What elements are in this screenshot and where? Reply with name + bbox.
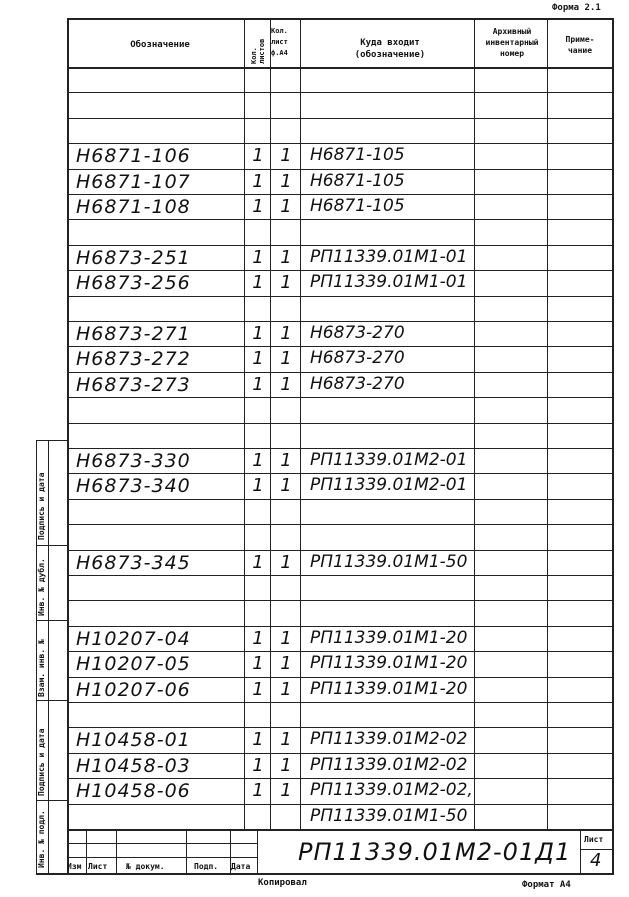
row-designation: Н10207-06	[76, 679, 191, 701]
tb-sep-2	[116, 829, 117, 873]
form-label: Форма 2.1	[552, 3, 601, 13]
row-sheets: 1	[252, 729, 264, 750]
row-sheets: 1	[252, 653, 264, 674]
row-designation: Н6873-345	[76, 552, 191, 574]
row-line	[67, 524, 614, 525]
frame-top	[67, 18, 614, 20]
row-sheets: 1	[252, 755, 264, 776]
side-label-inv-orig: Инв. № подл.	[37, 810, 46, 868]
row-sheets: 1	[252, 272, 264, 293]
row-line	[67, 448, 614, 449]
row-used-in: РП11339.01М1-20	[310, 653, 468, 673]
col-sep-2	[270, 18, 271, 830]
row-line	[67, 473, 614, 474]
row-used-in: РП11339.01М2-02,	[310, 780, 473, 800]
row-sheets: 1	[252, 323, 264, 344]
title-block-row-2	[67, 857, 257, 858]
row-a4: 1	[280, 450, 292, 471]
header-note: Приме- чание	[565, 35, 595, 55]
header-sheets-a4: Кол. лист ф.А4	[271, 27, 288, 57]
row-sheets: 1	[252, 679, 264, 700]
row-line	[67, 92, 614, 93]
row-a4: 1	[280, 729, 292, 750]
footer-copied: Копировал	[258, 878, 307, 888]
tb-podp: Подп.	[194, 862, 219, 871]
row-a4: 1	[280, 171, 292, 192]
row-a4: 1	[280, 552, 292, 573]
tb-izm: Изм	[67, 862, 82, 871]
row-used-in: РП11339.01М2-02	[310, 755, 468, 775]
tb-document-code: РП11339.01М2-01Д1	[298, 838, 572, 866]
tb-data: Дата	[231, 862, 251, 871]
frame-right	[612, 18, 614, 874]
row-line	[67, 321, 614, 322]
row-line	[67, 270, 614, 271]
row-sheets: 1	[252, 196, 264, 217]
row-designation: Н6873-330	[76, 450, 191, 472]
row-designation: Н10458-01	[76, 729, 191, 751]
footer-format: Формат А4	[522, 880, 571, 890]
tb-sheet-label: Лист	[584, 835, 604, 844]
row-used-in: РП11339.01М1-20	[310, 628, 468, 648]
row-a4: 1	[280, 374, 292, 395]
row-used-in: РП11339.01М2-02	[310, 729, 468, 749]
row-sheets: 1	[252, 374, 264, 395]
row-a4: 1	[280, 628, 292, 649]
row-used-in: Н6873-270	[310, 323, 405, 343]
side-label-sign-date-1: Подпись и дата	[37, 472, 46, 540]
row-line	[67, 753, 614, 754]
row-sheets: 1	[252, 450, 264, 471]
header-archive-no: Архивный инвентарный номер	[485, 27, 539, 58]
row-a4: 1	[280, 780, 292, 801]
row-a4: 1	[280, 145, 292, 166]
header-designation: Обозначение	[130, 40, 190, 50]
row-line	[67, 372, 614, 373]
row-a4: 1	[280, 653, 292, 674]
col-sep-3	[300, 18, 301, 830]
row-line	[67, 702, 614, 703]
row-designation: Н10207-04	[76, 628, 191, 650]
row-designation: Н6873-256	[76, 272, 191, 294]
row-used-in: Н6871-105	[310, 145, 405, 165]
tb-sep-5	[257, 829, 258, 873]
title-block-top	[67, 829, 614, 831]
row-used-in: РП11339.01М2-01	[310, 475, 468, 495]
row-a4: 1	[280, 755, 292, 776]
row-line	[67, 778, 614, 779]
side-label-inv-dup: Инв. № дубл.	[37, 558, 46, 616]
row-line	[67, 651, 614, 652]
tb-sep-1	[86, 829, 87, 873]
side-strip-div-2	[36, 620, 67, 621]
tb-sheet-number: 4	[590, 850, 603, 871]
row-line	[67, 626, 614, 627]
row-line	[67, 118, 614, 119]
row-a4: 1	[280, 247, 292, 268]
row-sheets: 1	[252, 475, 264, 496]
tb-sep-sheet	[580, 829, 581, 873]
header-used-in: Куда входит (обозначение)	[354, 38, 426, 60]
col-sep-1	[244, 18, 245, 830]
row-designation: Н6871-107	[76, 171, 191, 193]
row-line	[67, 296, 614, 297]
row-sheets: 1	[252, 247, 264, 268]
header-sheets-count-text: Кол. листов	[250, 38, 266, 64]
row-sheets: 1	[252, 628, 264, 649]
row-line	[67, 575, 614, 576]
row-designation: Н6873-273	[76, 374, 191, 396]
row-used-in: РП11339.01М1-01	[310, 272, 468, 292]
side-strip-top	[36, 440, 67, 441]
row-sheets: 1	[252, 171, 264, 192]
row-used-in: РП11339.01М1-01	[310, 247, 468, 267]
col-sep-4	[474, 18, 475, 830]
row-designation: Н6873-340	[76, 475, 191, 497]
row-line	[67, 219, 614, 220]
row-designation: Н10458-06	[76, 780, 191, 802]
header-bottom	[67, 67, 614, 69]
row-line	[67, 550, 614, 551]
row-designation: Н6873-251	[76, 247, 191, 269]
row-used-in: РП11339.01М1-20	[310, 679, 468, 699]
row-line	[67, 346, 614, 347]
side-strip-inner	[48, 440, 49, 874]
header-sheets-count	[244, 20, 270, 66]
row-line	[67, 600, 614, 601]
row-designation: Н6873-272	[76, 348, 191, 370]
frame-left	[67, 18, 69, 874]
row-a4: 1	[280, 323, 292, 344]
row-used-in: РП11339.01М2-01	[310, 450, 468, 470]
row-used-in: Н6871-105	[310, 196, 405, 216]
row-line	[67, 423, 614, 424]
row-sheets: 1	[252, 348, 264, 369]
row-designation: Н6871-108	[76, 196, 191, 218]
row-a4: 1	[280, 679, 292, 700]
row-a4: 1	[280, 196, 292, 217]
row-used-in: Н6873-270	[310, 348, 405, 368]
row-a4: 1	[280, 272, 292, 293]
row-line	[67, 143, 614, 144]
row-sheets: 1	[252, 780, 264, 801]
row-line	[67, 169, 614, 170]
row-designation: Н6871-106	[76, 145, 191, 167]
frame-bottom	[36, 873, 614, 875]
row-line	[67, 245, 614, 246]
row-used-in: Н6871-105	[310, 171, 405, 191]
row-line	[67, 677, 614, 678]
tb-doc-no: № докум.	[126, 862, 165, 871]
row-designation: Н10207-05	[76, 653, 191, 675]
row-a4: 1	[280, 348, 292, 369]
row-designation: Н10458-03	[76, 755, 191, 777]
row-used-in: РП11339.01М1-50	[310, 806, 468, 826]
row-used-in: Н6873-270	[310, 374, 405, 394]
row-line	[67, 397, 614, 398]
title-block-row-1	[67, 843, 257, 844]
tb-list: Лист	[88, 862, 108, 871]
row-line	[67, 804, 614, 805]
col-sep-5	[547, 18, 548, 830]
row-designation: Н6873-271	[76, 323, 191, 345]
row-used-in: РП11339.01М1-50	[310, 552, 468, 572]
row-a4: 1	[280, 475, 292, 496]
row-line	[67, 499, 614, 500]
side-strip-div-4	[36, 800, 67, 801]
row-sheets: 1	[252, 552, 264, 573]
side-label-vzam-inv: Взам. инв. №	[37, 639, 46, 697]
row-line	[67, 194, 614, 195]
row-line	[67, 727, 614, 728]
side-label-sign-date-2: Подпись и дата	[37, 728, 46, 796]
tb-sep-3	[186, 829, 187, 873]
row-sheets: 1	[252, 145, 264, 166]
